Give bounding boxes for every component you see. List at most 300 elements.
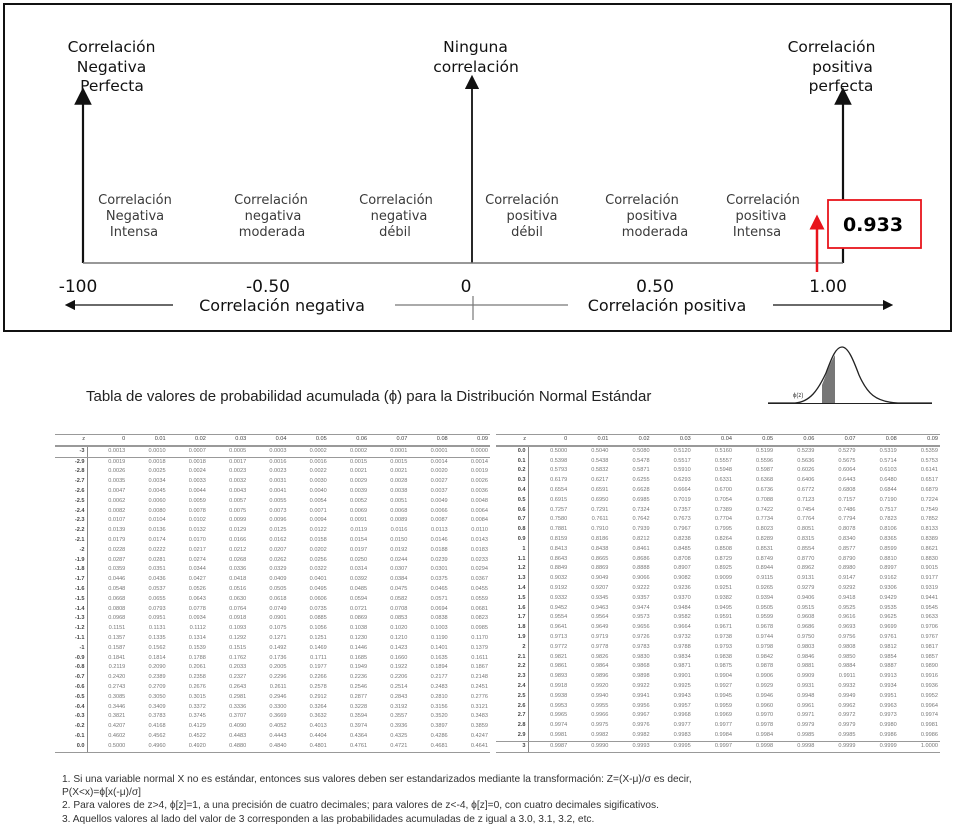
probability-cell: 0.0329: [269, 566, 287, 573]
probability-cell: 0.0129: [229, 527, 247, 534]
probability-cell: 0.0136: [148, 527, 166, 534]
probability-cell: 0.0359: [108, 566, 126, 573]
probability-cell: 0.0188: [430, 546, 448, 553]
probability-cell: 0.0301: [430, 566, 448, 573]
probability-cell: 0.4207: [108, 723, 126, 730]
probability-cell: 0.8106: [879, 526, 897, 533]
probability-cell: 0.9265: [756, 584, 774, 591]
probability-cell: 1.0000: [899, 741, 940, 752]
probability-cell: 0.3050: [148, 693, 166, 700]
probability-cell: 0.5910: [673, 467, 691, 474]
probability-cell: 0.0618: [269, 595, 287, 602]
probability-cell: 0.8830: [920, 555, 938, 562]
probability-cell: 0.7939: [632, 526, 650, 533]
probability-cell: 0.6808: [838, 486, 856, 493]
probability-cell: 0.3520: [430, 713, 448, 720]
probability-cell: 0.0934: [188, 615, 206, 622]
probability-cell: 0.9890: [920, 663, 938, 670]
probability-cell: 0.5199: [756, 447, 774, 454]
label-negative-perfect: Correlación Negativa Perfecta: [67, 38, 156, 95]
probability-cell: 0.0244: [390, 556, 408, 563]
probability-cell: 0.9941: [632, 692, 650, 699]
probability-cell: 0.9812: [879, 643, 897, 650]
probability-cell: 0.5871: [632, 467, 650, 474]
probability-cell: 0.1736: [269, 654, 287, 661]
probability-cell: 0.1357: [108, 634, 126, 641]
z-value: 0.9: [496, 535, 528, 545]
probability-cell: 0.9999: [816, 741, 857, 752]
probability-cell: 0.0643: [188, 595, 206, 602]
table-row: [496, 604, 940, 614]
probability-cell: 0.0268: [229, 556, 247, 563]
z-value: -0.8: [55, 663, 87, 673]
probability-cell: 0.0001: [409, 446, 449, 457]
column-header: 0.06: [775, 435, 816, 446]
probability-cell: 0.5398: [550, 457, 568, 464]
probability-cell: 0.0287: [108, 556, 126, 563]
probability-cell: 0.8665: [591, 555, 609, 562]
probability-cell: 0.2119: [108, 664, 126, 671]
probability-cell: 0.0031: [269, 478, 287, 485]
probability-cell: 0.9934: [879, 682, 897, 689]
z-value: -0.7: [55, 673, 87, 683]
probability-cell: 0.8554: [797, 545, 815, 552]
z-value: 0.0: [496, 446, 528, 457]
probability-cell: 0.2810: [430, 693, 448, 700]
probability-cell: 0.7224: [920, 496, 938, 503]
table-row: [55, 732, 490, 742]
table-row: [55, 663, 490, 673]
z-value: 1: [496, 545, 528, 555]
z-value: -0.1: [55, 732, 87, 742]
probability-cell: 0.0022: [309, 468, 327, 475]
probability-cell: 0.9406: [797, 594, 815, 601]
probability-cell: 0.3228: [349, 703, 368, 710]
table-row: [55, 487, 490, 497]
probability-cell: 0.0274: [188, 556, 206, 563]
probability-cell: 0.0668: [108, 595, 126, 602]
probability-cell: 0.0681: [470, 605, 488, 612]
probability-cell: 0.4602: [108, 732, 126, 739]
table-row: [55, 526, 490, 536]
probability-cell: 0.9686: [797, 624, 815, 631]
probability-cell: 0.2327: [229, 674, 247, 681]
probability-cell: 0.0143: [470, 536, 488, 543]
probability-cell: 0.0047: [108, 487, 126, 494]
z-value: 2.7: [496, 711, 528, 721]
z-value: -0.5: [55, 693, 87, 703]
probability-cell: 0.8599: [879, 545, 897, 552]
column-header: 0.08: [409, 435, 449, 446]
probability-cell: 0.0068: [390, 507, 408, 514]
normal-curve-icon: [760, 345, 935, 407]
probability-cell: 0.2005: [269, 664, 287, 671]
probability-cell: 0.9951: [879, 692, 897, 699]
probability-cell: 0.9971: [797, 712, 815, 719]
probability-cell: 0.0183: [470, 546, 488, 553]
probability-cell: 0.1292: [229, 634, 247, 641]
tick-label: 1.00: [809, 277, 847, 297]
probability-cell: 0.9608: [797, 614, 815, 621]
probability-cell: 0.7324: [632, 506, 650, 513]
table-row: [496, 613, 940, 623]
probability-cell: 0.0054: [309, 497, 327, 504]
probability-cell: 0.9960: [756, 702, 774, 709]
z-value: 1.8: [496, 623, 528, 633]
probability-cell: 0.9726: [632, 633, 650, 640]
z-value: 2.3: [496, 672, 528, 682]
z-value: 2.8: [496, 721, 528, 731]
probability-cell: 0.6217: [591, 477, 609, 484]
probability-cell: 0.9525: [838, 604, 856, 611]
probability-cell: 0.8051: [797, 526, 815, 533]
probability-cell: 0.1251: [309, 634, 327, 641]
probability-cell: 0.3557: [390, 713, 408, 720]
z-table-negative: [55, 434, 490, 753]
probability-cell: 0.0154: [349, 536, 368, 543]
probability-cell: 0.7190: [879, 496, 897, 503]
probability-cell: 0.9236: [673, 584, 691, 591]
probability-cell: 0.0150: [390, 536, 408, 543]
probability-cell: 0.2420: [108, 674, 126, 681]
probability-cell: 0.9868: [632, 663, 650, 670]
probability-cell: 0.7054: [714, 496, 732, 503]
column-header: 0.06: [329, 435, 369, 446]
probability-cell: 0.9970: [756, 712, 774, 719]
probability-cell: 0.4681: [409, 742, 449, 752]
probability-cell: 0.0262: [269, 556, 287, 563]
z-value: 1.1: [496, 555, 528, 565]
probability-cell: 0.3974: [349, 723, 368, 730]
probability-cell: 0.3783: [148, 713, 166, 720]
probability-cell: 0.7823: [879, 516, 897, 523]
probability-cell: 0.0029: [349, 478, 368, 485]
probability-cell: 0.9983: [652, 731, 693, 741]
probability-cell: 0.9656: [632, 624, 650, 631]
probability-cell: 0.5596: [756, 457, 774, 464]
probability-cell: 0.1210: [390, 634, 408, 641]
probability-cell: 0.9838: [714, 653, 732, 660]
probability-cell: 0.0174: [148, 536, 166, 543]
probability-cell: 0.0110: [471, 527, 488, 534]
table-row: [55, 624, 490, 634]
probability-cell: 0.0059: [188, 497, 206, 504]
tick-label: 0: [460, 277, 472, 297]
probability-cell: 0.9505: [756, 604, 774, 611]
probability-cell: 0.9744: [756, 633, 774, 640]
probability-cell: 0.8869: [591, 565, 609, 572]
column-header: 0: [87, 435, 127, 446]
table-row: [496, 535, 940, 545]
probability-cell: 0.3372: [188, 703, 206, 710]
probability-cell: 0.9738: [714, 633, 732, 640]
probability-cell: 0.5319: [879, 447, 897, 454]
probability-cell: 0.0045: [148, 487, 166, 494]
probability-cell: 0.0037: [430, 487, 448, 494]
z-value: 0.8: [496, 525, 528, 535]
probability-cell: 0.0294: [470, 566, 488, 573]
probability-cell: 0.8907: [673, 565, 691, 572]
probability-cell: 0.0038: [390, 487, 408, 494]
probability-cell: 0.0708: [390, 605, 408, 612]
probability-cell: 0.9949: [838, 692, 856, 699]
probability-cell: 0.9015: [920, 565, 938, 572]
probability-cell: 0.0016: [269, 458, 287, 465]
probability-cell: 0.2643: [229, 683, 247, 690]
probability-cell: 0.8315: [797, 535, 815, 542]
probability-cell: 0.7967: [673, 526, 691, 533]
probability-cell: 0.9798: [756, 643, 774, 650]
table-row: [496, 446, 940, 457]
probability-cell: 0.3015: [188, 693, 206, 700]
probability-cell: 0.0735: [309, 605, 327, 612]
probability-cell: 0.1894: [430, 664, 448, 671]
probability-cell: 0.0838: [430, 615, 448, 622]
probability-cell: 0.7422: [756, 506, 774, 513]
probability-cell: 0.9963: [879, 702, 897, 709]
probability-cell: 0.3156: [430, 703, 448, 710]
probability-cell: 0.0078: [188, 507, 206, 514]
probability-cell: 0.8212: [632, 535, 650, 542]
probability-cell: 0.0116: [390, 527, 408, 534]
table-row: [55, 457, 490, 467]
probability-cell: 0.7910: [591, 526, 609, 533]
probability-cell: 0.0314: [349, 566, 368, 573]
z-value: 2.2: [496, 662, 528, 672]
probability-cell: 0.0351: [148, 566, 166, 573]
probability-cell: 0.6985: [632, 496, 650, 503]
probability-cell: 0.1492: [269, 644, 287, 651]
probability-cell: 0.4052: [269, 723, 287, 730]
probability-cell: 0.4013: [309, 723, 327, 730]
probability-cell: 0.0281: [148, 556, 166, 563]
probability-cell: 0.0192: [390, 546, 408, 553]
probability-cell: 0.9761: [879, 633, 897, 640]
probability-cell: 0.9834: [673, 653, 691, 660]
probability-cell: 0.2148: [470, 674, 488, 681]
probability-cell: 0.2206: [390, 674, 408, 681]
probability-cell: 0.2090: [148, 664, 166, 671]
tick-label: 0.50: [636, 277, 674, 297]
probability-cell: 0.4168: [148, 723, 166, 730]
probability-cell: 0.0036: [470, 487, 488, 494]
table-row: [55, 595, 490, 605]
table-row: [496, 692, 940, 702]
probability-cell: 0.3300: [269, 703, 287, 710]
probability-cell: 0.7389: [714, 506, 732, 513]
probability-cell: 0.0233: [470, 556, 488, 563]
probability-cell: 0.0019: [470, 468, 488, 475]
table-row: [55, 683, 490, 693]
probability-cell: 0.0485: [349, 585, 368, 592]
probability-cell: 0.6179: [550, 477, 568, 484]
probability-cell: 0.9756: [838, 633, 856, 640]
probability-cell: 0.9671: [714, 624, 732, 631]
probability-cell: 0.5359: [920, 447, 938, 454]
probability-cell: 0.6443: [838, 477, 856, 484]
column-header: 0.05: [734, 435, 775, 446]
probability-cell: 0.9979: [838, 722, 856, 729]
z-value: 2: [496, 643, 528, 653]
table-row: [55, 673, 490, 683]
probability-cell: 0.0548: [108, 585, 126, 592]
probability-cell: 0.8577: [838, 545, 856, 552]
probability-cell: 0.9732: [673, 633, 691, 640]
probability-cell: 0.9948: [797, 692, 815, 699]
probability-cell: 0.5478: [632, 457, 650, 464]
probability-cell: 0.9591: [714, 614, 732, 621]
probability-cell: 0.0250: [349, 556, 368, 563]
probability-cell: 0.7852: [920, 516, 938, 523]
probability-cell: 0.8264: [714, 535, 732, 542]
probability-cell: 0.0024: [188, 468, 206, 475]
probability-cell: 0.0002: [329, 446, 369, 457]
probability-cell: 0.9964: [920, 702, 938, 709]
probability-cell: 0.1539: [188, 644, 206, 651]
probability-cell: 0.8621: [920, 545, 938, 552]
table-title: Tabla de valores de probabilidad acumulada (ϕ) para la Distribución Normal Estándar: [86, 388, 652, 405]
probability-cell: 0.9878: [756, 663, 774, 670]
correlation-scale-diagram: [0, 0, 958, 340]
probability-cell: 0.4641: [450, 742, 490, 752]
probability-cell: 0.8643: [550, 555, 568, 562]
probability-cell: 0.9952: [920, 692, 938, 699]
probability-cell: 0.7517: [879, 506, 897, 513]
probability-cell: 0.9082: [673, 575, 691, 582]
probability-cell: 0.9515: [797, 604, 815, 611]
probability-cell: 0.9990: [569, 741, 610, 752]
z-value: -2.9: [55, 457, 87, 467]
probability-cell: 0.9474: [632, 604, 650, 611]
probability-cell: 0.4920: [168, 742, 208, 752]
probability-cell: 0.0170: [188, 536, 206, 543]
probability-cell: 0.9981: [920, 722, 938, 729]
probability-cell: 0.0559: [470, 595, 488, 602]
probability-cell: 0.9808: [838, 643, 856, 650]
probability-cell: 0.9817: [920, 643, 938, 650]
probability-cell: 0.8238: [673, 535, 691, 542]
probability-cell: 0.9887: [879, 663, 897, 670]
table-row: [55, 605, 490, 615]
probability-cell: 0.6628: [632, 486, 650, 493]
probability-cell: 0.0023: [229, 468, 247, 475]
probability-cell: 0.0084: [470, 517, 488, 524]
probability-cell: 0.8531: [756, 545, 774, 552]
table-row: [55, 546, 490, 556]
z-value: -2.1: [55, 536, 87, 546]
probability-cell: 0.0985: [470, 625, 488, 632]
probability-cell: 0.8413: [550, 545, 568, 552]
column-header: 0.02: [610, 435, 651, 446]
probability-cell: 0.9099: [714, 575, 732, 582]
table-row: [55, 497, 490, 507]
table-row: [55, 614, 490, 624]
probability-cell: 0.0082: [108, 507, 126, 514]
probability-cell: 0.0041: [269, 487, 287, 494]
z-value: 0.5: [496, 496, 528, 506]
probability-cell: 0.9345: [591, 594, 609, 601]
probability-cell: 0.8289: [756, 535, 774, 542]
probability-cell: 0.9884: [838, 663, 856, 670]
probability-cell: 0.0019: [108, 458, 126, 465]
table-row: [496, 594, 940, 604]
probability-cell: 0.8997: [879, 565, 897, 572]
probability-cell: 0.0885: [309, 615, 327, 622]
probability-cell: 0.0026: [108, 468, 126, 475]
probability-cell: 0.9967: [632, 712, 650, 719]
probability-cell: 0.6293: [673, 477, 691, 484]
probability-cell: 0.9973: [879, 712, 897, 719]
probability-cell: 0.9177: [920, 575, 938, 582]
footnote: 1. Si una variable normal X no es estándar, entonces sus valores deben ser estandarizados mediante la transformación: Z=(X-μ)/σ es decir,: [62, 774, 692, 785]
probability-cell: 0.9957: [673, 702, 691, 709]
probability-cell: 0.9966: [591, 712, 609, 719]
probability-cell: 0.9649: [591, 624, 609, 631]
probability-cell: 0.6879: [920, 486, 938, 493]
probability-cell: 0.8438: [591, 545, 609, 552]
probability-cell: 0.9842: [756, 653, 774, 660]
probability-cell: 0.9974: [920, 712, 938, 719]
probability-cell: 0.9906: [756, 673, 774, 680]
probability-cell: 0.9965: [550, 712, 568, 719]
probability-cell: 0.9147: [838, 575, 856, 582]
probability-cell: 0.0166: [229, 536, 247, 543]
probability-cell: 0.0026: [470, 478, 488, 485]
table-row: [55, 722, 490, 732]
probability-cell: 0.9382: [714, 594, 732, 601]
probability-cell: 0.4325: [390, 732, 408, 739]
probability-cell: 0.9909: [797, 673, 815, 680]
probability-cell: 0.7257: [550, 506, 568, 513]
column-header: 0.04: [693, 435, 734, 446]
probability-cell: 0.1814: [148, 654, 166, 661]
probability-cell: 0.1190: [430, 634, 448, 641]
probability-cell: 0.0044: [188, 487, 206, 494]
probability-cell: 0.2358: [188, 674, 206, 681]
probability-cell: 0.8023: [756, 526, 774, 533]
probability-cell: 0.2709: [148, 683, 166, 690]
probability-cell: 0.9850: [838, 653, 856, 660]
probability-cell: 0.0853: [390, 615, 408, 622]
z-value: -1.8: [55, 565, 87, 575]
probability-cell: 0.0080: [148, 507, 166, 514]
probability-cell: 0.0239: [430, 556, 448, 563]
probability-cell: 0.2296: [269, 674, 287, 681]
probability-cell: 0.0764: [229, 605, 247, 612]
probability-cell: 0.3483: [470, 713, 488, 720]
probability-cell: 0.9901: [673, 673, 691, 680]
z-value: -2.5: [55, 497, 87, 507]
probability-cell: 0.0107: [108, 517, 126, 524]
probability-cell: 0.4960: [127, 742, 167, 752]
probability-cell: 0.3594: [349, 713, 368, 720]
probability-cell: 0.8686: [632, 555, 650, 562]
probability-cell: 0.9664: [673, 624, 691, 631]
probability-cell: 0.0018: [188, 458, 206, 465]
column-header: z: [55, 435, 87, 446]
z-value: 0.0: [55, 742, 87, 752]
probability-cell: 0.0075: [229, 507, 247, 514]
probability-cell: 0.5040: [591, 447, 609, 454]
probability-cell: 0.0336: [229, 566, 247, 573]
probability-cell: 0.8980: [838, 565, 856, 572]
z-value: -2: [55, 546, 87, 556]
probability-cell: 0.0455: [470, 585, 488, 592]
probability-cell: 0.9916: [920, 673, 938, 680]
column-header: 0: [528, 435, 569, 446]
probability-cell: 0.6772: [797, 486, 815, 493]
z-value: -2.8: [55, 467, 87, 477]
